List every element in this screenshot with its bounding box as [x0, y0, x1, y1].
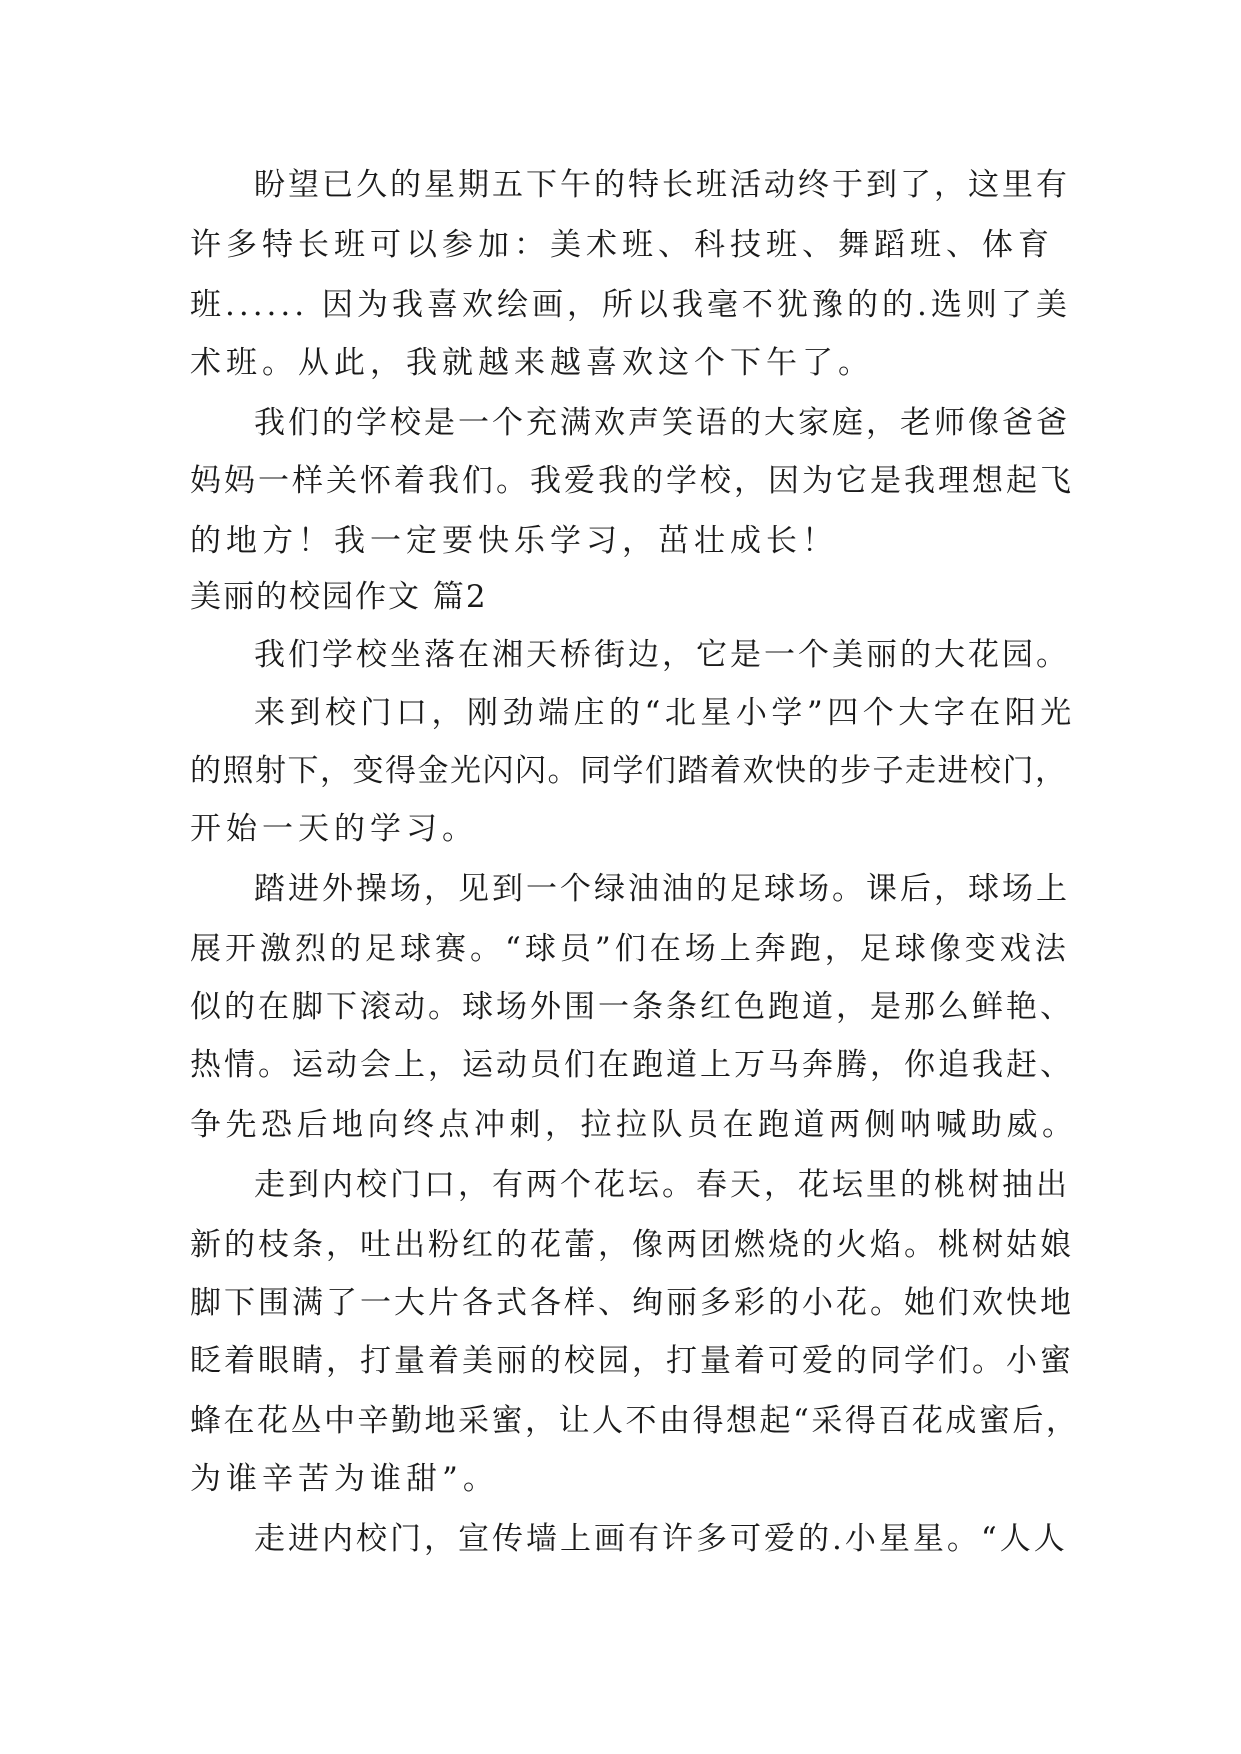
paragraph-line: 为谁辛苦为谁甜”。: [190, 1461, 499, 1497]
paragraph-line: 开始一天的学习。: [190, 811, 478, 847]
paragraph-line: 脚下围满了一大片各式各样、绚丽多彩的小花。她们欢快地: [190, 1285, 1074, 1321]
paragraph-line: 妈妈一样关怀着我们。我爱我的学校，因为它是我理想起飞: [190, 463, 1074, 499]
paragraph-line: 术班。从此，我就越来越喜欢这个下午了。: [190, 345, 874, 381]
paragraph-line: 似的在脚下滚动。球场外围一条条红色跑道，是那么鲜艳、: [190, 989, 1074, 1025]
paragraph-line: 新的枝条，吐出粉红的花蕾，像两团燃烧的火焰。桃树姑娘: [190, 1227, 1074, 1263]
section-heading: 美丽的校园作文 篇2: [190, 579, 488, 615]
paragraph-line: 眨着眼睛，打量着美丽的校园，打量着可爱的同学们。小蜜: [190, 1343, 1074, 1379]
paragraph-line: 班...... 因为我喜欢绘画，所以我毫不犹豫的的.选则了美: [190, 287, 1071, 323]
paragraph-line: 走到内校门口，有两个花坛。春天，花坛里的桃树抽出: [254, 1167, 1070, 1203]
paragraph-line: 展开激烈的足球赛。“球员”们在场上奔跑，足球像变戏法: [190, 931, 1070, 967]
paragraph-line: 我们的学校是一个充满欢声笑语的大家庭，老师像爸爸: [254, 405, 1070, 441]
paragraph-line: 我们学校坐落在湘天桥街边，它是一个美丽的大花园。: [254, 637, 1070, 673]
paragraph-line: 争先恐后地向终点冲刺，拉拉队员在跑道两侧呐喊助威。: [190, 1107, 1078, 1143]
paragraph-line: 的地方！我一定要快乐学习，茁壮成长！: [190, 523, 838, 559]
paragraph-line: 来到校门口，刚劲端庄的“北星小学”四个大字在阳光: [254, 695, 1076, 731]
paragraph-line: 许多特长班可以参加：美术班、科技班、舞蹈班、体育: [190, 227, 1054, 263]
paragraph-line: 蜂在花丛中辛勤地采蜜，让人不由得想起“采得百花成蜜后，: [190, 1403, 1080, 1439]
paragraph-line: 的照射下，变得金光闪闪。同学们踏着欢快的步子走进校门，: [190, 753, 1068, 789]
paragraph-line: 走进内校门，宣传墙上画有许多可爱的.小星星。“人人: [254, 1521, 1068, 1557]
paragraph-line: 盼望已久的星期五下午的特长班活动终于到了，这里有: [254, 167, 1070, 203]
paragraph-line: 热情。运动会上，运动员们在跑道上万马奔腾，你追我赶、: [190, 1047, 1074, 1083]
paragraph-line: 踏进外操场，见到一个绿油油的足球场。课后，球场上: [254, 871, 1070, 907]
